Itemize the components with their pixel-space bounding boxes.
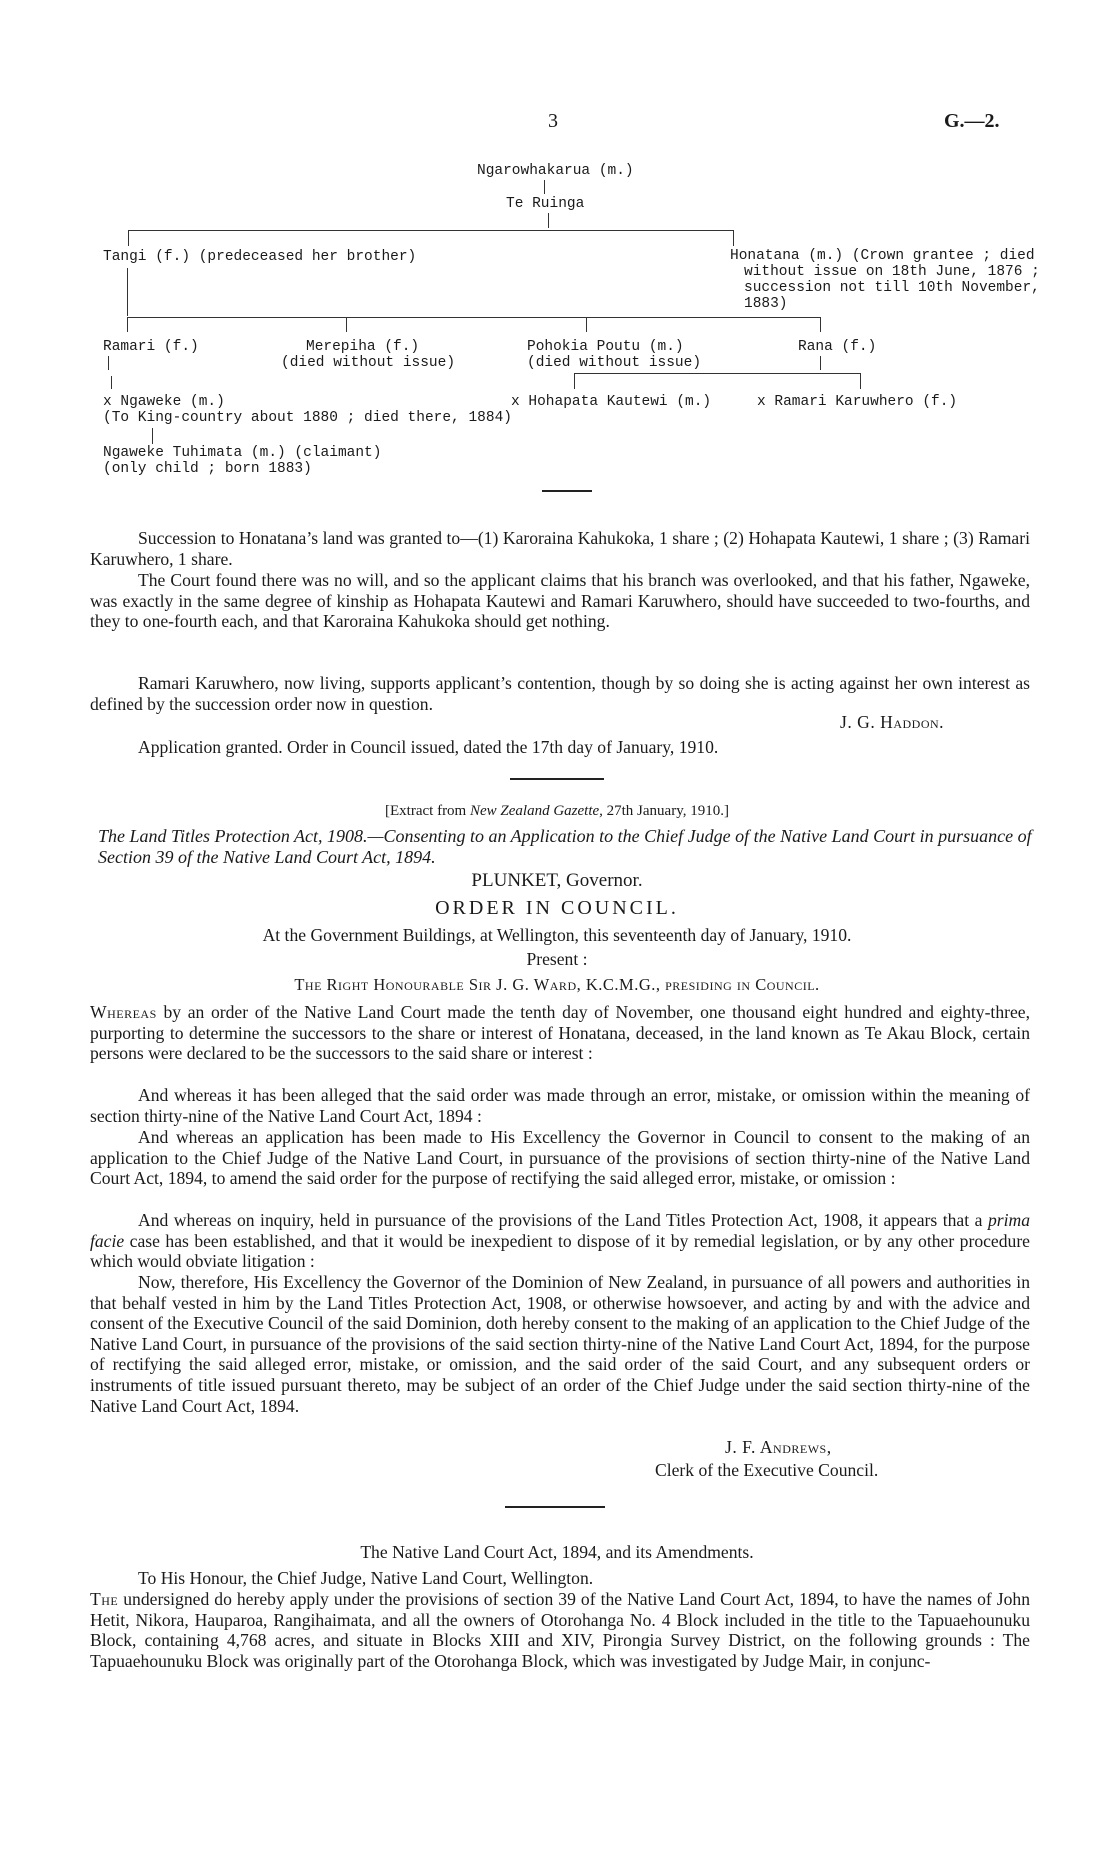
clerk-title: Clerk of the Executive Council. [655, 1460, 879, 1480]
tree-ngaweke-note: (To King-country about 1880 ; died there, 1884) [103, 410, 512, 426]
tree-pohokia-note: (died without issue) [527, 355, 702, 371]
tree-honatana: Honatana (m.) (Crown grantee ; died without issue on 18th June, 1876 ; succession not till 10th November, 1883) [730, 248, 1040, 312]
page-number: 3 [548, 110, 558, 132]
clerk-name: J. F. Andrews, [725, 1437, 832, 1457]
tree-merepiha-note: (died without issue) [281, 355, 456, 371]
divider [505, 1506, 605, 1508]
tree-merepiha: Merepiha (f.) [306, 339, 420, 355]
tree-ramari: Ramari (f.) [103, 339, 199, 355]
document-reference: G.—2. [944, 110, 1000, 132]
memo-paragraph-3: Ramari Karuwhero, now living, supports applicant’s contention, though by so doing she is acting against her own interest as defined by the succession order now in question. [90, 673, 1030, 714]
tree-tangi: Tangi (f.) (predeceased her brother) [103, 249, 417, 265]
tree-pohokia: Pohokia Poutu (m.) [527, 339, 684, 355]
memo-paragraph-1: Succession to Honatana’s land was granted to—(1) Karoraina Kahukoka, 1 share ; (2) Hohapata Kautewi, 1 share ; (3) Ramari Karuwhero, 1 share. [90, 528, 1030, 569]
tree-te-ruinga: Te Ruinga [506, 196, 585, 212]
gazette-source: [Extract from New Zealand Gazette, 27th January, 1910.] [385, 803, 729, 819]
tree-root: Ngarowhakarua (m.) [477, 163, 634, 179]
place-date: At the Government Buildings, at Wellington, this seventeenth day of January, 1910. [262, 925, 852, 945]
application-heading: The Native Land Court Act, 1894, and its Amendments. [360, 1542, 754, 1562]
governor-line: PLUNKET, Governor. [471, 870, 643, 891]
divider [542, 490, 592, 492]
whereas-2: And whereas it has been alleged that the said order was made through an error, mistake, or omission within the meaning of section thirty-nine of the Native Land Court Act, 1894 : [90, 1085, 1030, 1126]
order-heading: ORDER IN COUNCIL. [435, 897, 679, 919]
memo-signature: J. G. Haddon. [840, 712, 945, 732]
whereas-3: And whereas an application has been made to His Excellency the Governor in Council to consent to the making of an application to the Chief Judge of the Native Land Court, in pursuance of the provisions of section thirty-nine of the Native Land Court Act, 1894, to amend the said order for the purpose of rectifying the said alleged error, mistake, or omission : [90, 1127, 1030, 1189]
memo-paragraph-2: The Court found there was no will, and so the applicant claims that his branch was overlooked, and that his father, Ngaweke, was exactly in the same degree of kinship as Hohapata Kautewi and Ramari Karuwhero, should have succeeded to two-fourths, and they to one-fourth each, and that Karoraina Kahukoka should get nothing. [90, 570, 1030, 632]
tree-hohapata: x Hohapata Kautewi (m.) [511, 394, 712, 410]
now-therefore: Now, therefore, His Excellency the Governor of the Dominion of New Zealand, in pursuance of all powers and authorities in that behalf vested in him by the Land Titles Protection Act, 1908, or otherwise howsoever, and acting by and with the advice and consent of the Executive Council of the said Dominion, doth hereby consent to the making of an application to the Chief Judge of the Native Land Court, in pursuance of the provisions of the said section thirty-nine of the Native Land Court Act, 1894, for the purpose of rectifying the said alleged error, mistake, or omission, and the said order of the said Court, and any subsequent orders or instruments of title issued pursuant thereto, may be subject of an order of the Chief Judge under the said section thirty-nine of the Native Land Court Act, 1894. [90, 1272, 1030, 1416]
whereas-4: And whereas on inquiry, held in pursuance of the provisions of the Land Titles Protection Act, 1908, it appears that a prima facie case has been established, and that it would be inexpedient to dispose of it by remedial legislation, or by any other procedure which would obviate litigation : [90, 1210, 1030, 1272]
application-body: The undersigned do hereby apply under the provisions of section 39 of the Native Land Court Act, 1894, to have the names of John Hetit, Nikora, Hauparoa, Rangihaimata, and all the owners of Otorohanga No. 4 Block included in the title to the Tapuaehounuku Block, containing 4,768 acres, and situate in Blocks XIII and XIV, Pirongia Survey District, on the following grounds : The Tapuaehounuku Block was originally part of the Otorohanga Block, which was investigated by Judge Mair, in conjunc- [90, 1589, 1030, 1671]
act-title: The Land Titles Protection Act, 1908.—Consenting to an Application to the Chief Judge of the Native Land Court in pursuance of Section 39 of the Native Land Court Act, 1894. [98, 826, 1032, 867]
memo-paragraph-4: Application granted. Order in Council issued, dated the 17th day of January, 1910. [138, 737, 719, 757]
whereas-1: Whereas by an order of the Native Land Court made the tenth day of November, one thousand eight hundred and eighty-three, purporting to determine the successors to the share or interest of Honatana, deceased, in the land known as Te Akau Block, certain persons were declared to be the successors to the said share or interest : [90, 1002, 1030, 1064]
tree-tuhimata-note: (only child ; born 1883) [103, 461, 312, 477]
tree-tuhimata: Ngaweke Tuhimata (m.) (claimant) [103, 445, 382, 461]
tree-ngaweke: x Ngaweke (m.) [103, 394, 225, 410]
present-label: Present : [526, 949, 588, 969]
application-addressee: To His Honour, the Chief Judge, Native Land Court, Wellington. [138, 1568, 594, 1588]
tree-ramari-karuwhero: x Ramari Karuwhero (f.) [757, 394, 958, 410]
presiding-line: The Right Honourable Sir J. G. Ward, K.C.M.G., presiding in Council. [294, 975, 820, 994]
tree-rana: Rana (f.) [798, 339, 877, 355]
divider [510, 778, 604, 780]
